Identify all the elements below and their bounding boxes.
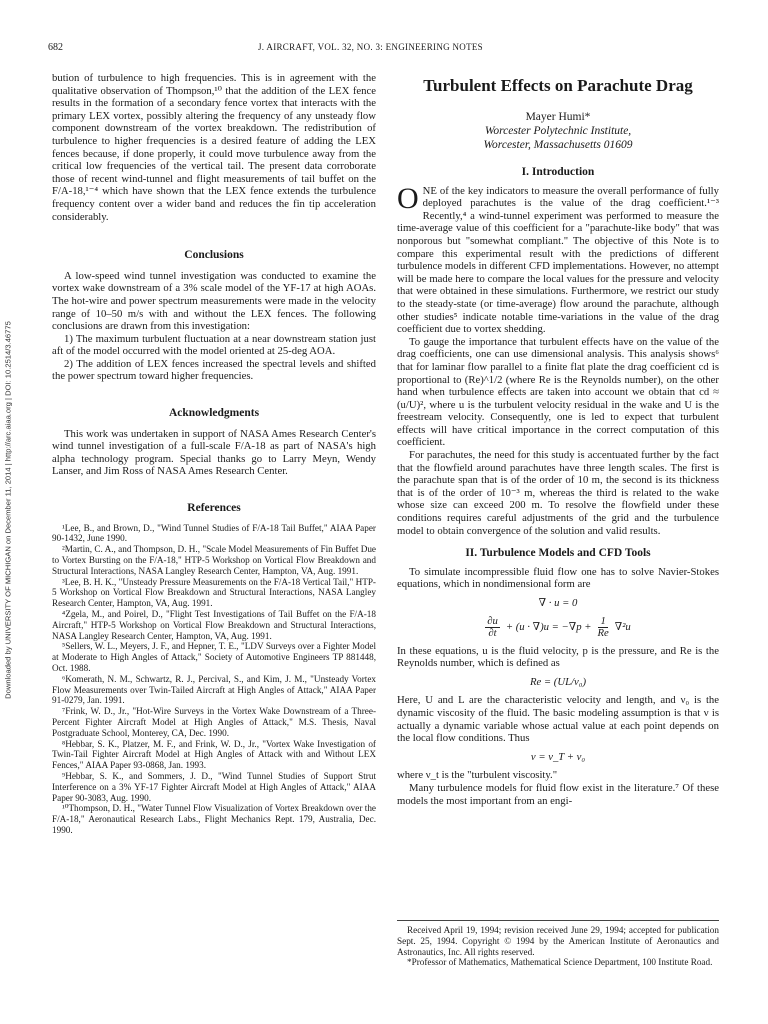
reference-item: ⁷Frink, W. D., Jr., "Hot-Wire Surveys in the Vortex Wake Downstream of a Three-Percent Fighter Aircraft Model at High Angles of Attack," M.S. Thesis, Naval Postgraduate School, Monterey, CA, Dec. 1990. [52,706,376,738]
reference-item: ¹Lee, B., and Brown, D., "Wind Tunnel Studies of F/A-18 Tail Buffet," AIAA Paper 90-1432, June 1990. [52,522,376,544]
conclusion-item-2: 2) The addition of LEX fences increased the spectral levels and shifted the power spectrum toward higher frequencies. [52,357,376,383]
conclusion-item-1: 1) The maximum turbulent fluctuation at a near downstream station just aft of the model occurred with the model oriented at 25-deg AOA. [52,332,376,358]
intro-paragraph-2: To gauge the importance that turbulent effects have on the value of the drag coefficients, one can use dimensional analysis. This analysis shows⁶ that for laminar flow parallel to a finite flat plate the drag coefficient cd is proportional to (Re)^1/2 (where Re is the Reynolds number), on the other hand when turbulence effects are taken into account we obtain that cd ≈ (u/U)², where u is the turbulent velocity residual in the wake and U is the freestream velocity. Consequently, one is led to expect that turbulent effects will have critical importance in the correct computation of this coefficient. [397,335,719,449]
download-watermark [0,300,16,720]
references-heading: References [187,502,241,515]
reference-item: ⁴Zgela, M., and Poirel, D., "Flight Test Investigations of Tail Buffet on the F/A-18 Aircraft," HTP-5 Workshop on Vortical Flow Breakdown and Structural Interactions, NASA Langley Research Center, Hampton, VA, Aug. 1991. [52,609,376,641]
momentum-equation [397,616,719,639]
section-2-paragraph-4: where ν_t is the "turbulent viscosity." [397,769,558,782]
reynolds-equation: Re = (UL/ν₀) [529,675,587,688]
section-2-heading: II. Turbulence Models and CFD Tools [465,547,651,560]
reference-item: ⁵Sellers, W. L., Meyers, J. F., and Hepner, T. E., "LDV Surveys over a Fighter Model at Moderate to High Angles of Attack," Society of Automotive Engineers TP 881448, Oct. 1988. [52,641,376,673]
equation-middle: + (u · ∇)u = −∇p + [505,620,592,633]
right-column [397,72,719,807]
reference-item: ²Martin, C. A., and Thompson, D. H., "Scale Model Measurements of Fin Buffet Due to Vortex Bursting on the F/A-18," HTP-5 Workshop on Vortical Flow Breakdown and Structural Interactions, NASA Langley Research Center, Hampton, VA, Aug. 1991. [52,544,376,576]
fraction-numerator: ∂u [487,614,498,627]
section-2-paragraph-5: Many turbulence models for fluid flow exist in the literature.⁷ Of these models the most important from an engi- [397,781,719,807]
page-number: 682 [48,42,63,53]
fraction-numerator: 1 [600,614,606,627]
reference-item: ³Lee, B. H. K., "Unsteady Pressure Measurements on the F/A-18 Vertical Tail," HTP-5 Workshop on Vortical Flow Breakdown and Structural Interactions, NASA Langley Research Center, Hampton, VA, Aug. 1991. [52,576,376,609]
running-header: J. AIRCRAFT, VOL. 32, NO. 3: ENGINEERING NOTES [258,42,483,52]
acknowledgments-heading: Acknowledgments [168,407,260,420]
left-column [52,72,376,836]
intro-paragraph-1 [397,181,719,336]
fraction-denominator: Re [597,626,609,639]
affiliation-line-1: Worcester Polytechnic Institute, [484,125,632,137]
reference-item: ¹⁰Thompson, D. H., "Water Tunnel Flow Visualization of Vortex Breakdown over the F/A-18," Aeronautical Research Labs., Flight Mechanics Rept. 179, Australia, Dec. 1990. [52,803,376,835]
section-2-paragraph-3: Here, U and L are the characteristic velocity and length, and ν₀ is the dynamic viscosity of the fluid. The basic modeling assumption is that ν is actually a dynamic variable whose actual value at each point depends on the local flow conditions. Thus [397,694,719,745]
intro-paragraph-1-text: NE of the key indicators to measure the overall performance of fully deployed parachutes is the value of the drag coefficient.¹⁻³ Recently,⁴ a wind-tunnel experiment was performed to measure the time-average value of this coefficient for a "parachute-like body" that was nonporous but "somewhat compliant." The objective of this Note is to compare this experimental result with the predictions of different turbulence models in different CFD implementations. However, no attempt will be made here to compare the local values for the pressure and velocity that were obtained in these simulations. Furthermore, we restrict our study to the steady-state (or time-average) flow around the parachute, although other studies⁵ indicate notable time-variations in the value of the drag coefficient due to vortex shedding. [397,184,719,336]
references-list [52,523,376,836]
reynolds-fraction [597,616,608,639]
footnote-received: Received April 19, 1994; revision received June 29, 1994; accepted for publication Sept. 25, 1994. Copyright © 1994 by the American Institute of Aeronautics and Astronautics, Inc. All rights reserved. [397,925,719,957]
article-title: Turbulent Effects on Parachute Drag [423,76,693,95]
time-derivative-fraction [485,616,500,639]
acknowledgments-text: This work was undertaken in support of NASA Ames Research Center's wind tunnel investigation of a full-scale F/A-18 as part of NASA's high alpha technology program. Special thanks go to Larry Meyn, Wendy Lanser, and Jim Ross of NASA Ames Research Center. [52,427,376,478]
section-2-paragraph-1: To simulate incompressible fluid flow one has to solve Navier-Stokes equations, which in nondimensional form are [397,565,719,591]
continued-paragraph: bution of turbulence to high frequencies. This is in agreement with the qualitative observation of Thompson,¹⁰ that the addition of the LEX fence results in the formation of a secondary fence vortex that interacts with the primary LEX vortex, possibly altering the frequency of any unsteady flow component downstream of the vortex breakdown. The redistribution of turbulence to higher frequencies is a desired feature of adding the LEX fences because, if done properly, it could move turbulence away from the critical low frequencies of the vertical tail. The present data corroborate those of recent wind-tunnel and flight measurements of tail buffet on the F/A-18,¹⁻⁴ which have shown that the LEX fence extends the turbulence frequency content over a wider band and reduces the fin tip acceleration considerably. [52,72,376,223]
footnotes [397,920,719,968]
affiliation-line-2: Worcester, Massachusetts 01609 [483,139,633,151]
conclusions-heading: Conclusions [184,249,244,262]
author-name: Mayer Humi* [525,111,591,123]
download-watermark-text: Downloaded by UNIVERSITY OF MICHIGAN on December 11, 2014 | http://arc.aiaa.org | DOI: 10.2514/3.46775 [3,321,13,699]
section-1-heading: I. Introduction [521,166,595,178]
reference-item: ⁶Komerath, N. M., Schwartz, R. J., Percival, S., and Kim, J. M., "Unsteady Vortex Flow Measurements over Twin-Tailed Aircraft at High Angles of Attack," AIAA Paper 91-0279, Jan. 1991. [52,673,376,706]
reference-item: ⁸Hebbar, S. K., Platzer, M. F., and Frink, W. D., Jr., "Vortex Wake Investigation of Twin-Tail Fighter Aircraft Model at High Angles of Attack with and Without LEX Fences," AIAA Paper 93-0868, Jan. 1993. [52,738,376,771]
continuity-equation: ∇ · u = 0 [538,597,578,609]
footnote-author: *Professor of Mathematics, Mathematical Science Department, 100 Institute Road. [407,957,713,968]
equation-tail: ∇²u [614,620,631,633]
reference-item: ⁹Hebbar, S. K., and Sommers, J. D., "Wind Tunnel Studies of Support Strut Interference on a 3% YF-17 Fighter Aircraft Model at High Angles of Attack," AIAA Paper 90-3083, Aug. 1990. [52,770,376,803]
fraction-denominator: ∂t [488,626,497,639]
section-2-paragraph-2: In these equations, u is the fluid velocity, p is the pressure, and Re is the Reynolds number, which is defined as [397,644,719,670]
conclusions-paragraph: A low-speed wind tunnel investigation was conducted to examine the vortex wake downstream of a 3% scale model of the YF-17 at high AOAs. The hot-wire and power spectrum measurements were made in the velocity range of 10–50 m/s with and without the LEX fences. The following conclusions are drawn from this investigation: [52,269,376,333]
drop-cap: O [397,181,419,215]
viscosity-equation: ν = ν_T + ν₀ [530,750,586,763]
intro-paragraph-3: For parachutes, the need for this study is accentuated further by the fact that the flowfield around parachutes have three length scales. The first is the parachute span that is of the order of 10 m, the second is its thickness that is of the order of 10⁻³ m, whereas the third is related to the wake whose size can exceed 200 m. To resolve the flowfield under these conditions requires careful adjustments of the grid and the turbulence model to obtain convergence of the solution and valid results. [397,449,719,537]
